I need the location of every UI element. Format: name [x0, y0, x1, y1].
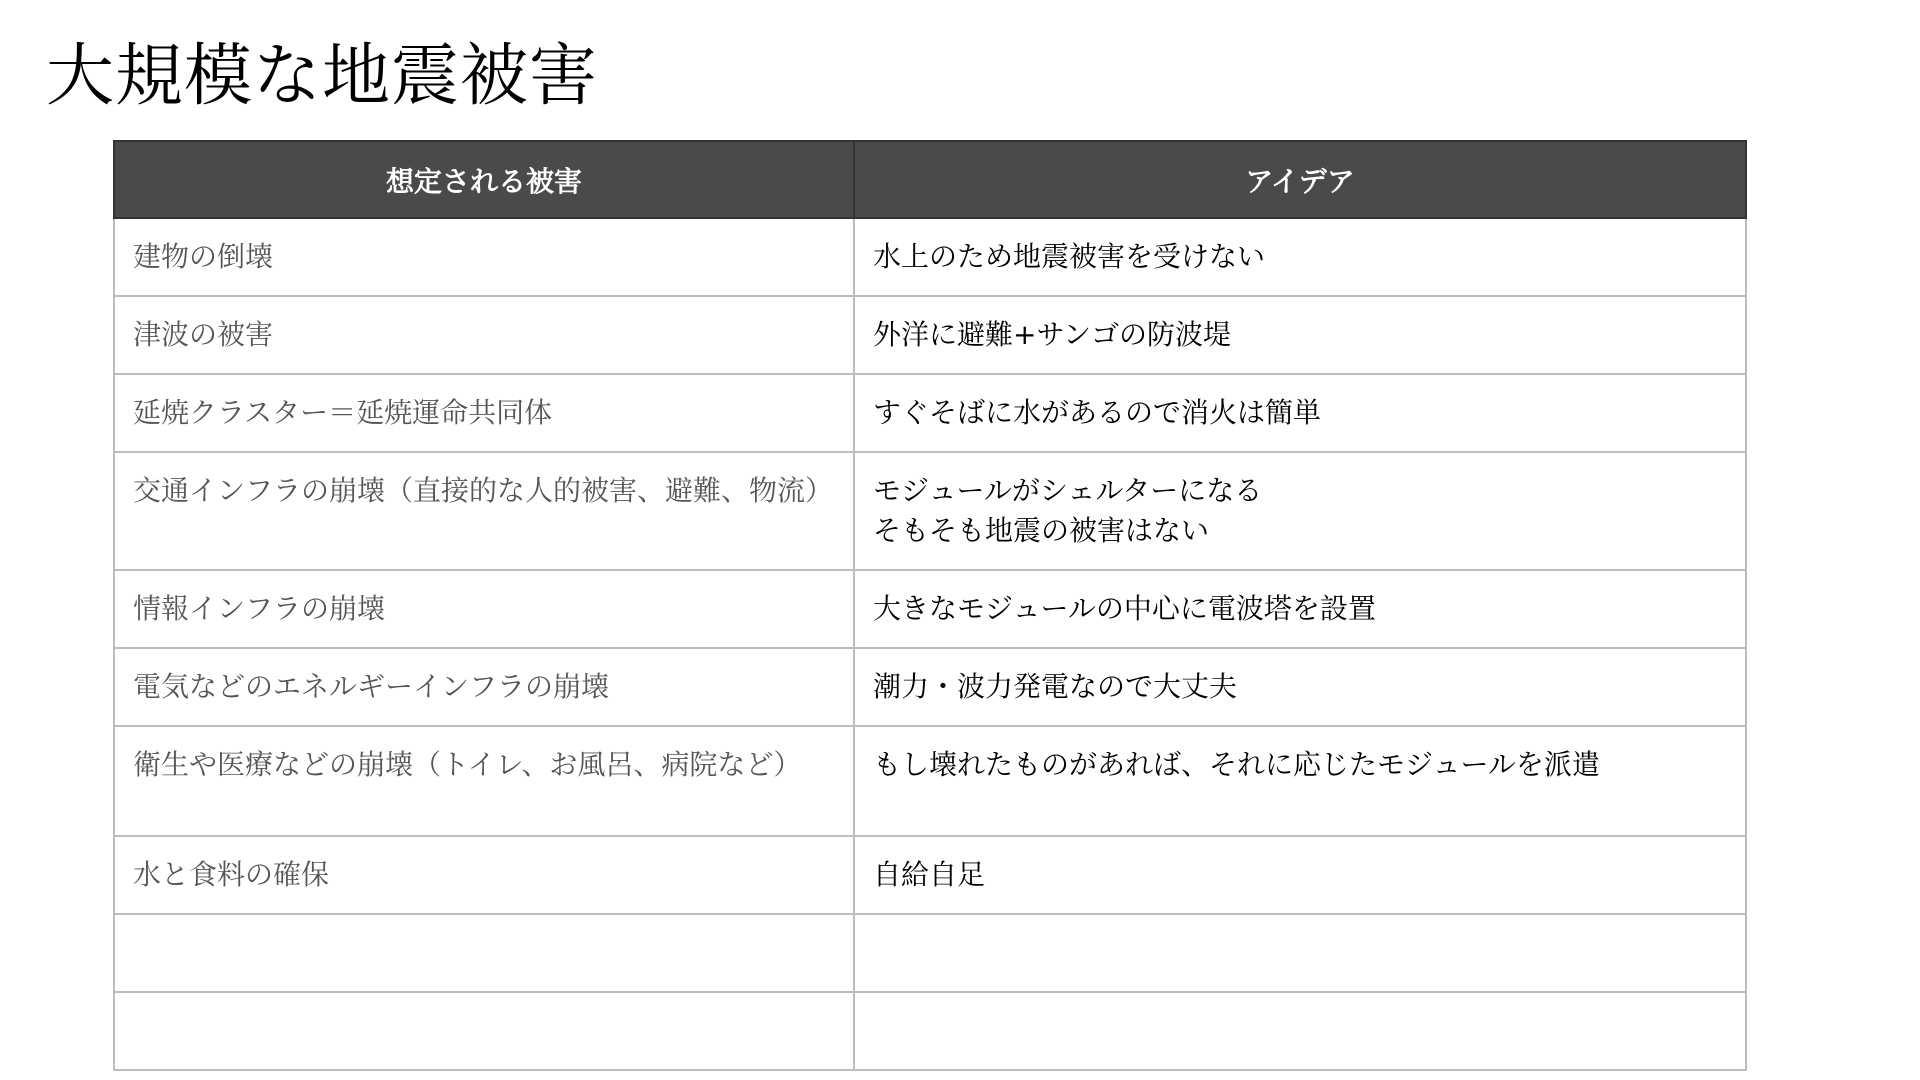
idea-cell: 大きなモジュールの中心に電波塔を設置	[854, 570, 1746, 648]
table-row	[114, 570, 1746, 648]
damage-cell: 津波の被害	[114, 296, 854, 374]
idea-cell: 自給自足	[854, 836, 1746, 914]
damage-cell: 情報インフラの崩壊	[114, 570, 854, 648]
damage-cell: 衛生や医療などの崩壊（トイレ、お風呂、病院など）	[114, 726, 854, 836]
table-row	[114, 726, 1746, 836]
damage-cell	[114, 914, 854, 992]
idea-cell: 潮力・波力発電なので大丈夫	[854, 648, 1746, 726]
idea-cell: すぐそばに水があるので消火は簡単	[854, 374, 1746, 452]
idea-cell: もし壊れたものがあれば、それに応じたモジュールを派遣	[854, 726, 1746, 836]
table-row	[114, 296, 1746, 374]
table-row	[114, 648, 1746, 726]
damage-cell: 交通インフラの崩壊（直接的な人的被害、避難、物流）	[114, 452, 854, 570]
table-header-row	[114, 141, 1746, 218]
idea-cell	[854, 914, 1746, 992]
table-row	[114, 836, 1746, 914]
table-row	[114, 374, 1746, 452]
table-row	[114, 218, 1746, 296]
table-row	[114, 914, 1746, 992]
idea-cell: 外洋に避難+サンゴの防波堤	[854, 296, 1746, 374]
table-row	[114, 452, 1746, 570]
idea-cell	[854, 992, 1746, 1070]
slide-title: 大規模な地震被害	[46, 37, 599, 116]
damage-cell	[114, 992, 854, 1070]
header-damage: 想定される被害	[114, 141, 854, 218]
table-row	[114, 992, 1746, 1070]
idea-cell: 水上のため地震被害を受けない	[854, 218, 1746, 296]
damage-idea-table	[113, 140, 1747, 1071]
header-idea: アイデア	[854, 141, 1746, 218]
damage-cell: 延焼クラスター＝延焼運命共同体	[114, 374, 854, 452]
damage-cell: 建物の倒壊	[114, 218, 854, 296]
damage-cell: 電気などのエネルギーインフラの崩壊	[114, 648, 854, 726]
damage-cell: 水と食料の確保	[114, 836, 854, 914]
idea-cell: モジュールがシェルターになる そもそも地震の被害はない	[854, 452, 1746, 570]
